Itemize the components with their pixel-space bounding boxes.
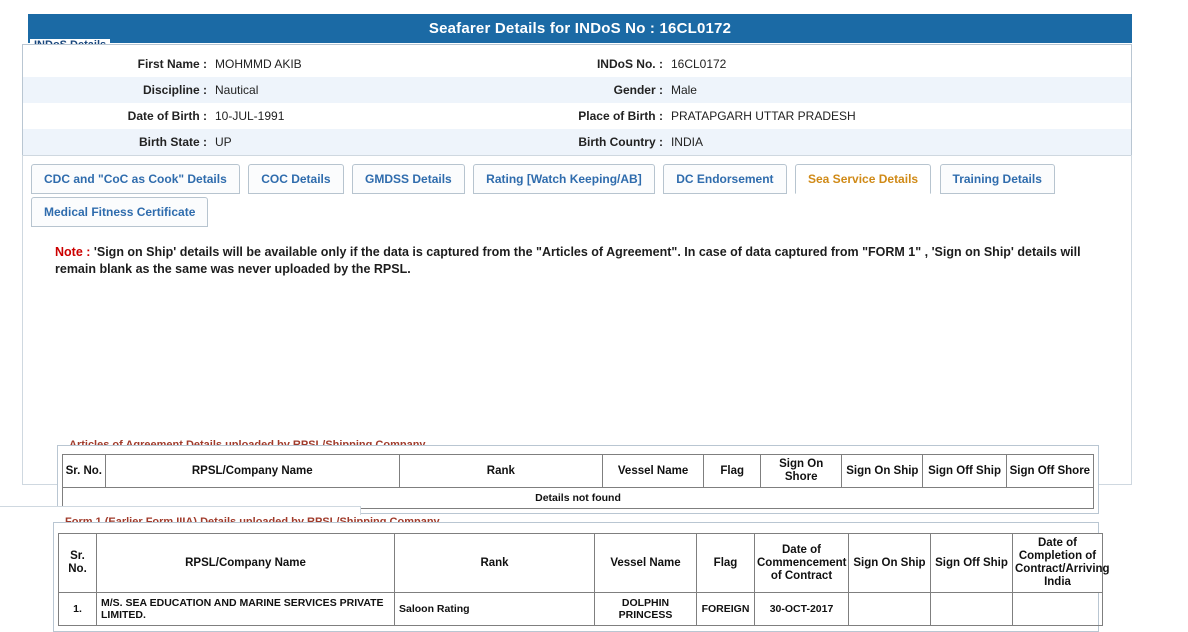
discipline-value: Nautical (211, 77, 439, 103)
table-row (23, 103, 1131, 129)
form1-col-rank: Rank (395, 534, 595, 593)
tab-gmdss-details[interactable]: GMDSS Details (352, 164, 465, 194)
note-prefix: Note : (55, 245, 91, 259)
birth-country-label: Birth Country : (439, 129, 667, 155)
gender-label: Gender : (439, 77, 667, 103)
tab-training-details[interactable]: Training Details (940, 164, 1055, 194)
footer-strip (0, 506, 361, 515)
form1-col-company: RPSL/Company Name (97, 534, 395, 593)
tab-rating-watch-keeping-ab[interactable]: Rating [Watch Keeping/AB] (473, 164, 655, 194)
tab-cdc-coc-as-cook[interactable]: CDC and "CoC as Cook" Details (31, 164, 240, 194)
form1-cell-flag: FOREIGN (697, 593, 755, 626)
aoa-header-row (63, 455, 1094, 488)
form1-cell-completion (1013, 593, 1103, 626)
form1-cell-sr-no: 1. (59, 593, 97, 626)
table-row (23, 51, 1131, 77)
place-of-birth-label: Place of Birth : (578, 109, 663, 123)
form1-section (53, 522, 1110, 632)
discipline-label: Discipline : (23, 77, 211, 103)
table-row (59, 593, 1103, 626)
form1-col-completion: Date of Completion of Contract/Arriving India (1013, 534, 1103, 593)
form1-col-sr-no: Sr. No. (59, 534, 97, 593)
form1-col-flag: Flag (697, 534, 755, 593)
form1-cell-sign-off-ship (931, 593, 1013, 626)
table-row (23, 77, 1131, 103)
tab-bar (23, 156, 1131, 230)
indos-no-label: INDoS No. : (596, 57, 663, 71)
form1-col-sign-on-ship: Sign On Ship (849, 534, 931, 593)
aoa-col-rank: Rank (399, 455, 602, 488)
form1-cell-company: M/S. SEA EDUCATION AND MARINE SERVICES PRIVATE LIMITED. (97, 593, 395, 626)
aoa-col-sr-no: Sr. No. (63, 455, 106, 488)
form1-col-commencement: Date of Commencement of Contract (755, 534, 849, 593)
table-row (23, 129, 1131, 155)
aoa-col-vessel: Vessel Name (602, 455, 703, 488)
form1-header-row (59, 534, 1103, 593)
details-panel (22, 155, 1132, 621)
place-of-birth-value: PRATAPGARH UTTAR PRADESH (670, 109, 856, 123)
page-title: Seafarer Details for INDoS No : 16CL0172 (28, 14, 1132, 43)
form1-cell-commencement: 30-OCT-2017 (755, 593, 849, 626)
indos-details-table (23, 51, 1131, 155)
aoa-col-company: RPSL/Company Name (105, 455, 399, 488)
form1-col-vessel: Vessel Name (595, 534, 697, 593)
gender-value: Male (667, 77, 1131, 103)
aoa-col-flag: Flag (704, 455, 761, 488)
tab-coc-details[interactable]: COC Details (248, 164, 343, 194)
dob-value: 10-JUL-1991 (215, 109, 285, 123)
sea-service-note (55, 244, 1115, 278)
note-text: 'Sign on Ship' details will be available only if the data is captured from the "Articles of Agreement". In case of data captured from "FORM 1" , 'Sign on Ship' details will remain blank as the same was never uploaded by the RPSL. (55, 245, 1081, 276)
form1-cell-rank: Saloon Rating (395, 593, 595, 626)
tab-sea-service-details[interactable]: Sea Service Details (795, 164, 931, 194)
aoa-section (57, 445, 1099, 514)
first-name-value: MOHMMD AKIB (215, 57, 302, 71)
aoa-col-sign-on-shore: Sign On Shore (761, 455, 842, 488)
form1-cell-sign-on-ship (849, 593, 931, 626)
aoa-col-sign-off-ship: Sign Off Ship (923, 455, 1006, 488)
dob-label: Date of Birth : (127, 109, 207, 123)
birth-state-label: Birth State : (23, 129, 211, 155)
first-name-label: First Name : (137, 57, 207, 71)
form1-cell-vessel: DOLPHIN PRINCESS (595, 593, 697, 626)
indos-no-value: 16CL0172 (670, 57, 727, 71)
aoa-col-sign-off-shore: Sign Off Shore (1006, 455, 1093, 488)
indos-details-panel (22, 44, 1132, 160)
birth-state-value: UP (211, 129, 439, 155)
aoa-empty-message: Details not found (63, 488, 1094, 509)
aoa-table (62, 454, 1094, 509)
form1-table (58, 533, 1110, 626)
tab-dc-endorsement[interactable]: DC Endorsement (663, 164, 786, 194)
tab-medical-fitness-certificate[interactable]: Medical Fitness Certificate (31, 197, 208, 227)
form1-col-sign-off-ship: Sign Off Ship (931, 534, 1013, 593)
aoa-col-sign-on-ship: Sign On Ship (842, 455, 923, 488)
birth-country-value: INDIA (667, 129, 1131, 155)
